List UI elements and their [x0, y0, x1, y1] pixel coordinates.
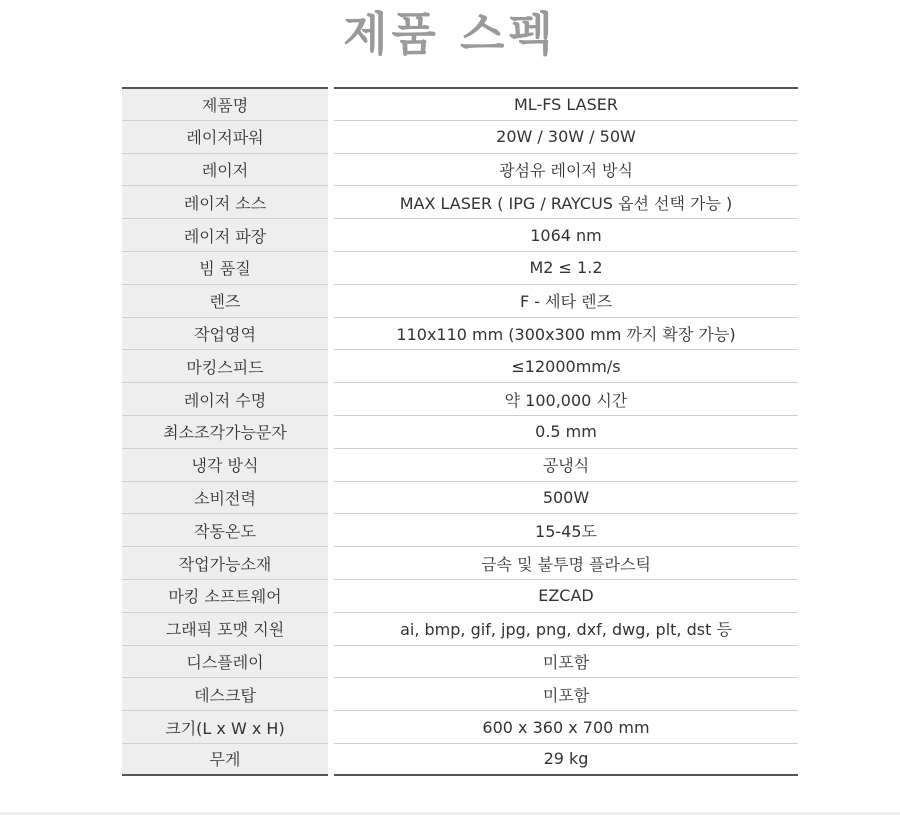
spec-label: 작동온도	[122, 513, 328, 546]
spec-label: 최소조각가능문자	[122, 415, 328, 448]
spec-row	[122, 317, 798, 350]
spec-row	[122, 415, 798, 448]
spec-value: MAX LASER ( IPG / RAYCUS 옵션 선택 가능 )	[334, 185, 798, 218]
spec-row	[122, 612, 798, 645]
spec-value: ai, bmp, gif, jpg, png, dxf, dwg, plt, dst 등	[334, 612, 798, 645]
spec-label: 작업가능소재	[122, 546, 328, 579]
spec-value: 500W	[334, 481, 798, 514]
spec-value: 0.5 mm	[334, 415, 798, 448]
spec-row	[122, 513, 798, 546]
spec-row	[122, 448, 798, 481]
spec-row	[122, 251, 798, 284]
spec-row	[122, 349, 798, 382]
spec-value: M2 ≤ 1.2	[334, 251, 798, 284]
spec-value: 공냉식	[334, 448, 798, 481]
spec-row	[122, 645, 798, 678]
spec-label: 빔 품질	[122, 251, 328, 284]
spec-label: 소비전력	[122, 481, 328, 514]
spec-row	[122, 185, 798, 218]
spec-row	[122, 87, 798, 120]
spec-table	[122, 87, 798, 776]
spec-row	[122, 153, 798, 186]
spec-value: 미포함	[334, 677, 798, 710]
spec-row	[122, 579, 798, 612]
spec-label: 레이저 수명	[122, 382, 328, 415]
spec-value: 600 x 360 x 700 mm	[334, 710, 798, 743]
spec-value: 광섬유 레이저 방식	[334, 153, 798, 186]
spec-row	[122, 677, 798, 710]
spec-row	[122, 481, 798, 514]
spec-value: F - 세타 렌즈	[334, 284, 798, 317]
spec-label: 레이저 소스	[122, 185, 328, 218]
spec-row	[122, 743, 798, 776]
spec-label: 마킹스피드	[122, 349, 328, 382]
spec-label: 작업영역	[122, 317, 328, 350]
spec-value: 15-45도	[334, 513, 798, 546]
spec-label: 무게	[122, 743, 328, 776]
spec-row	[122, 218, 798, 251]
spec-label: 레이저파워	[122, 120, 328, 153]
spec-label: 렌즈	[122, 284, 328, 317]
spec-label: 마킹 소프트웨어	[122, 579, 328, 612]
spec-value: ≤12000mm/s	[334, 349, 798, 382]
spec-row	[122, 120, 798, 153]
spec-row	[122, 546, 798, 579]
spec-label: 디스플레이	[122, 645, 328, 678]
spec-value: 29 kg	[334, 743, 798, 776]
spec-label: 제품명	[122, 87, 328, 120]
page-title: 제품 스펙	[343, 7, 557, 61]
spec-value: 금속 및 불투명 플라스틱	[334, 546, 798, 579]
spec-label: 냉각 방식	[122, 448, 328, 481]
spec-value: 약 100,000 시간	[334, 382, 798, 415]
spec-label: 데스크탑	[122, 677, 328, 710]
spec-value: 1064 nm	[334, 218, 798, 251]
spec-value: EZCAD	[334, 579, 798, 612]
spec-row	[122, 382, 798, 415]
spec-label: 그래픽 포맷 지원	[122, 612, 328, 645]
spec-value: 미포함	[334, 645, 798, 678]
spec-value: ML-FS LASER	[334, 87, 798, 120]
spec-label: 크기(L x W x H)	[122, 710, 328, 743]
spec-label: 레이저 파장	[122, 218, 328, 251]
spec-label: 레이저	[122, 153, 328, 186]
spec-row	[122, 284, 798, 317]
spec-row	[122, 710, 798, 743]
spec-value: 20W / 30W / 50W	[334, 120, 798, 153]
spec-value: 110x110 mm (300x300 mm 까지 확장 가능)	[334, 317, 798, 350]
